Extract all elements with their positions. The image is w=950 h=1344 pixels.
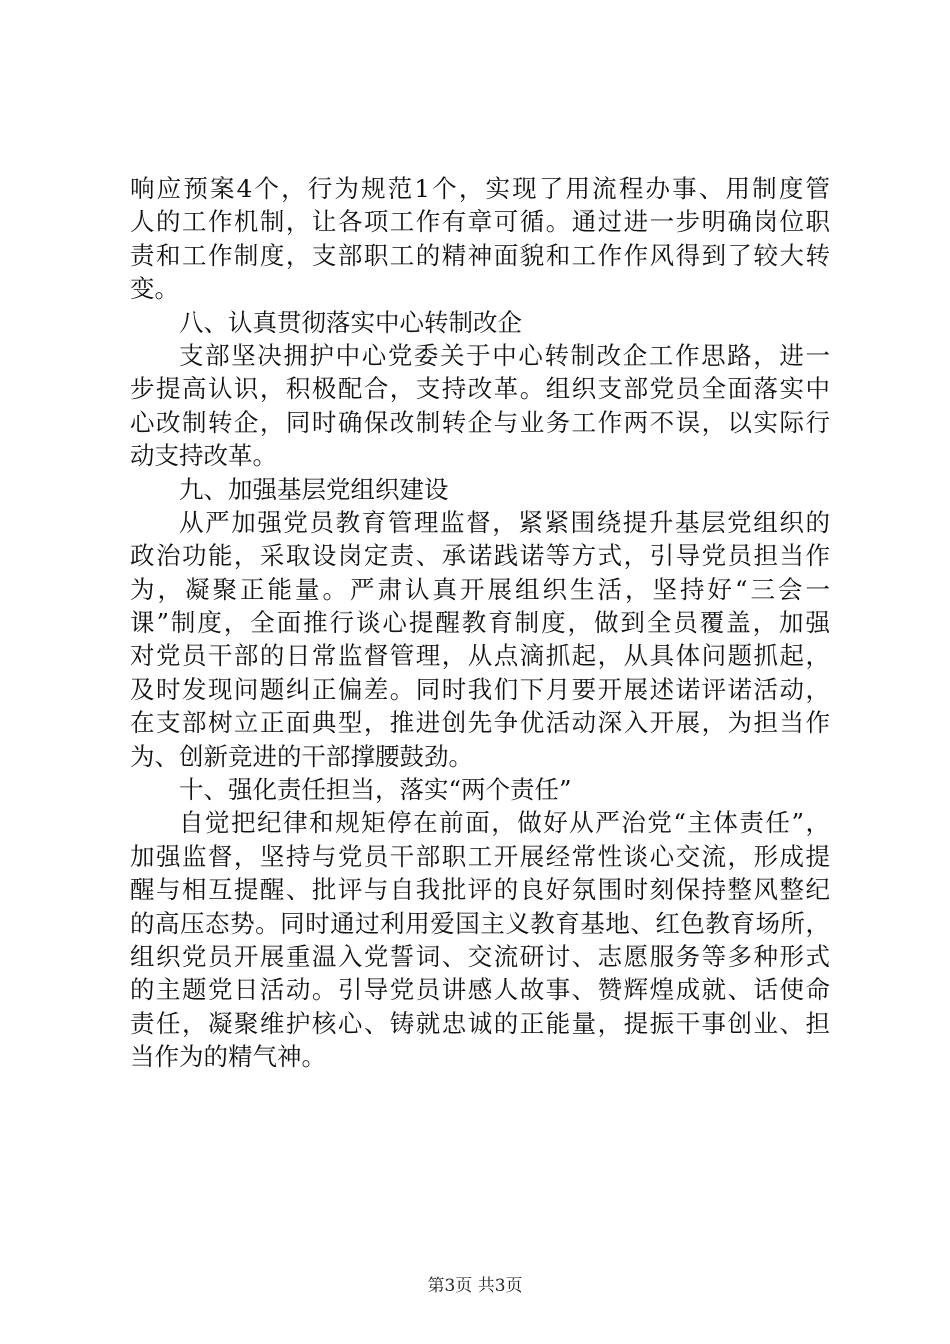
section-heading: 八、认真贯彻落实中心转制改企 — [179, 307, 522, 337]
paragraph-line: 政治功能，采取设岗定责、承诺践诺等方式，引导党员担当作 — [130, 541, 830, 571]
paragraph-line: 加强监督，坚持与党员干部职工开展经常性谈心交流，形成提 — [130, 841, 830, 871]
paragraph-line: 动支持改革。 — [130, 441, 277, 471]
paragraph-line: 为，凝聚正能量。严肃认真开展组织生活，坚持好“三会一 — [130, 574, 830, 604]
paragraph-line: 醒与相互提醒、批评与自我批评的良好氛围时刻保持整风整纪 — [130, 875, 830, 905]
paragraph-line: 课”制度，全面推行谈心提醒教育制度，做到全员覆盖，加强 — [130, 608, 830, 638]
paragraph-line: 组织党员开展重温入党誓词、交流研讨、志愿服务等多种形式 — [130, 941, 830, 971]
paragraph-line: 从严加强党员教育管理监督，紧紧围绕提升基层党组织的 — [179, 507, 830, 537]
paragraph-line: 对党员干部的日常监督管理，从点滴抓起，从具体问题抓起， — [130, 641, 830, 671]
section-heading: 十、强化责任担当，落实“两个责任” — [179, 775, 572, 805]
paragraph-line: 的主题党日活动。引导党员讲感人故事、赞辉煌成就、话使命 — [130, 975, 830, 1005]
paragraph-line: 人的工作机制，让各项工作有章可循。通过进一步明确岗位职 — [130, 207, 830, 237]
page-footer: 第3页 共3页 — [427, 1276, 523, 1296]
paragraph-line: 响应预案4个，行为规范1个，实现了用流程办事、用制度管 — [130, 174, 830, 203]
paragraph-line: 自觉把纪律和规矩停在前面，做好从严治党“主体责任”， — [179, 808, 830, 838]
paragraph-line: 变。 — [130, 274, 179, 304]
paragraph-line: 为、创新竞进的干部撑腰鼓劲。 — [130, 741, 473, 771]
paragraph-line: 步提高认识，积极配合，支持改革。组织支部党员全面落实中 — [130, 374, 830, 404]
paragraph-line: 心改制转企，同时确保改制转企与业务工作两不误，以实际行 — [130, 407, 830, 437]
paragraph-line: 及时发现问题纠正偏差。同时我们下月要开展述诺评诺活动， — [130, 674, 830, 704]
paragraph-line: 当作为的精气神。 — [130, 1042, 326, 1072]
paragraph-line: 在支部树立正面典型，推进创先争优活动深入开展，为担当作 — [130, 708, 830, 738]
paragraph-line: 支部坚决拥护中心党委关于中心转制改企工作思路，进一 — [179, 340, 830, 370]
section-heading: 九、加强基层党组织建设 — [179, 474, 449, 504]
paragraph-line: 责和工作制度，支部职工的精神面貌和工作作风得到了较大转 — [130, 240, 830, 270]
paragraph-line: 责任，凝聚维护核心、铸就忠诚的正能量，提振干事创业、担 — [130, 1008, 830, 1038]
document-body — [130, 172, 830, 1074]
paragraph-line: 的高压态势。同时通过利用爱国主义教育基地、红色教育场所， — [130, 908, 830, 938]
